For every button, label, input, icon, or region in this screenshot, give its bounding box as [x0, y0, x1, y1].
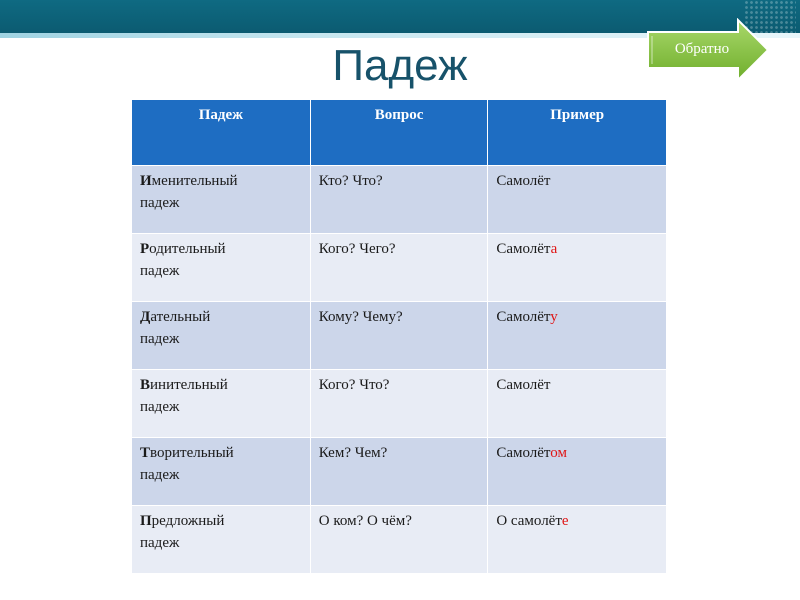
example-stem: Самолёт [496, 173, 551, 189]
case-initial: Т [140, 445, 151, 461]
header-example: Пример [488, 100, 667, 166]
example-cell [488, 506, 667, 574]
example-cell [488, 166, 667, 234]
case-word: падеж [140, 195, 180, 211]
question-cell: Кем? Чем? [310, 438, 488, 506]
back-button[interactable] [646, 18, 770, 82]
example-cell [488, 234, 667, 302]
case-word: падеж [140, 331, 180, 347]
table-row [132, 166, 667, 234]
question-cell: О ком? О чём? [310, 506, 488, 574]
case-cell [132, 166, 311, 234]
cases-table [131, 99, 667, 574]
example-stem: Самолёт [496, 309, 551, 325]
case-initial: В [140, 377, 151, 393]
case-word: падеж [140, 535, 180, 551]
case-name: одительный [149, 241, 226, 257]
example-cell [488, 438, 667, 506]
case-name: ворительный [150, 445, 234, 461]
case-word: падеж [140, 399, 180, 415]
question-cell: Кто? Что? [310, 166, 488, 234]
case-word: падеж [140, 467, 180, 483]
case-cell [132, 302, 311, 370]
example-cell [488, 370, 667, 438]
case-cell [132, 506, 311, 574]
example-stem: О самолёт [496, 513, 562, 529]
case-word: падеж [140, 263, 180, 279]
table-row [132, 370, 667, 438]
table-row [132, 234, 667, 302]
back-button-label: Обратно [674, 41, 730, 57]
example-ending: а [550, 241, 558, 257]
header-question: Вопрос [310, 100, 488, 166]
case-cell [132, 234, 311, 302]
table-row [132, 506, 667, 574]
question-cell: Кому? Чему? [310, 302, 488, 370]
example-stem: Самолёт [496, 241, 551, 257]
case-initial: Д [140, 309, 151, 325]
example-cell [488, 302, 667, 370]
example-ending: ом [550, 445, 567, 461]
case-name: редложный [151, 513, 225, 529]
case-initial: П [140, 513, 152, 529]
example-ending: е [561, 513, 569, 529]
case-cell [132, 438, 311, 506]
question-cell: Кого? Что? [310, 370, 488, 438]
case-name: менительный [151, 173, 238, 189]
header-case: Падеж [132, 100, 311, 166]
table-row [132, 438, 667, 506]
case-name: ательный [150, 309, 211, 325]
slide-title: Падеж [332, 41, 468, 90]
table-row [132, 302, 667, 370]
case-initial: Р [140, 241, 150, 257]
case-name: инительный [150, 377, 228, 393]
case-cell [132, 370, 311, 438]
case-initial: И [140, 173, 152, 189]
example-ending: у [550, 309, 558, 325]
question-cell: Кого? Чего? [310, 234, 488, 302]
example-stem: Самолёт [496, 445, 551, 461]
table-header-row [132, 100, 667, 166]
example-stem: Самолёт [496, 377, 551, 393]
